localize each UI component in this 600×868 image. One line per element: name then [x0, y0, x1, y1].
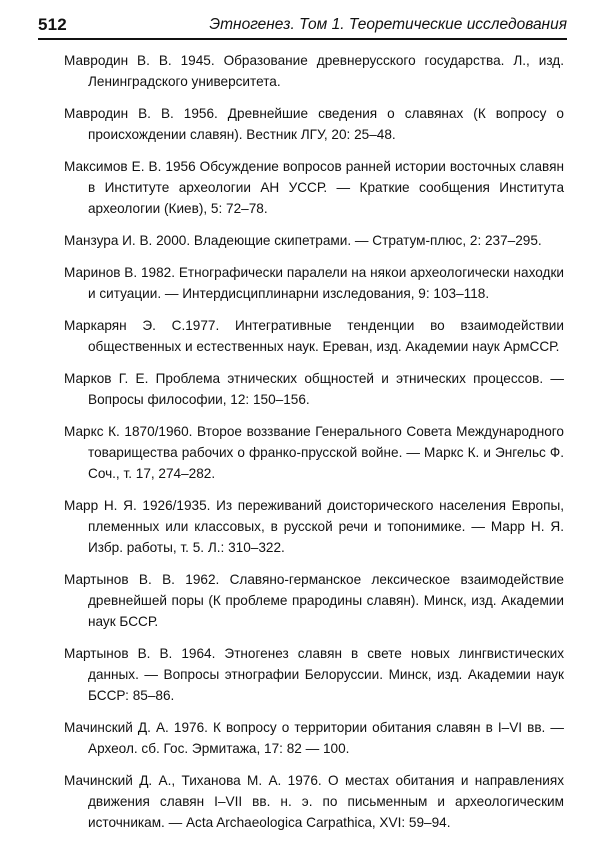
reference-entry: Марков Г. Е. Проблема этнических общностей и этнических процессов. — Вопросы философии, 12: 150–156. [64, 371, 564, 407]
reference-entry: Мачинский Д. А., Тиханова М. А. 1976. О местах обитания и направлениях движения славян I–VII вв. н. э. по письменным и археологическим источникам. — Acta Archaeologica Carpathica, XVI: 59–94. [64, 773, 564, 830]
reference-entry: Мачинский Д. А. 1976. К вопросу о территории обитания славян в I–VI вв. — Археол. сб. Гос. Эрмитажа, 17: 82 — 100. [64, 720, 564, 756]
reference-entry: Марр Н. Я. 1926/1935. Из переживаний доисторического населения Европы, племенных или классовых, в русской речи и топонимике. — Марр Н. Я. Избр. работы, т. 5. Л.: 310–322. [64, 498, 564, 555]
page-header [38, 14, 567, 40]
reference-entry: Мавродин В. В. 1956. Древнейшие сведения о славянах (К вопросу о происхождении славян). Вестник ЛГУ, 20: 25–48. [64, 106, 564, 142]
reference-entry: Мартынов В. В. 1964. Этногенез славян в свете новых лингвистических данных. — Вопросы этнографии Белоруссии. Минск, изд. Академии наук БССР: 85–86. [64, 646, 564, 703]
reference-entry: Мавродин В. В. 1945. Образование древнерусского государства. Л., изд. Ленинградского университета. [64, 53, 564, 89]
reference-entry: Мартынов В. В. 1962. Славяно-германское лексическое взаимодействие древнейшей поры (К проблеме прародины славян). Минск, изд. Академии наук БССР. [64, 572, 564, 629]
reference-entry: Манзура И. В. 2000. Владеющие скипетрами. — Стратум-плюс, 2: 237–295. [64, 233, 542, 248]
running-title: Этногенез. Том 1. Теоретические исследования [209, 16, 567, 33]
reference-entry: Максимов Е. В. 1956 Обсуждение вопросов ранней истории восточных славян в Институте археологии АН УССР. — Краткие сообщения Института археологии (Киев), 5: 72–78. [64, 159, 564, 216]
reference-entry: Маринов В. 1982. Етнографически паралели на някои археологически находки и ситуации. — Интердисциплинарни изследования, 9: 103–118. [64, 265, 564, 301]
reference-entry: Маркс К. 1870/1960. Второе воззвание Генерального Совета Международного товарищества рабочих о франко-прусской войне. — Маркс К. и Энгельс Ф. Соч., т. 17, 274–282. [64, 424, 564, 481]
reference-entry: Маркарян Э. С.1977. Интегративные тенденции во взаимодействии общественных и естественных наук. Ереван, изд. Академии наук АрмССР. [64, 318, 564, 354]
reference-list [64, 50, 564, 844]
page-number: 512 [38, 15, 67, 34]
